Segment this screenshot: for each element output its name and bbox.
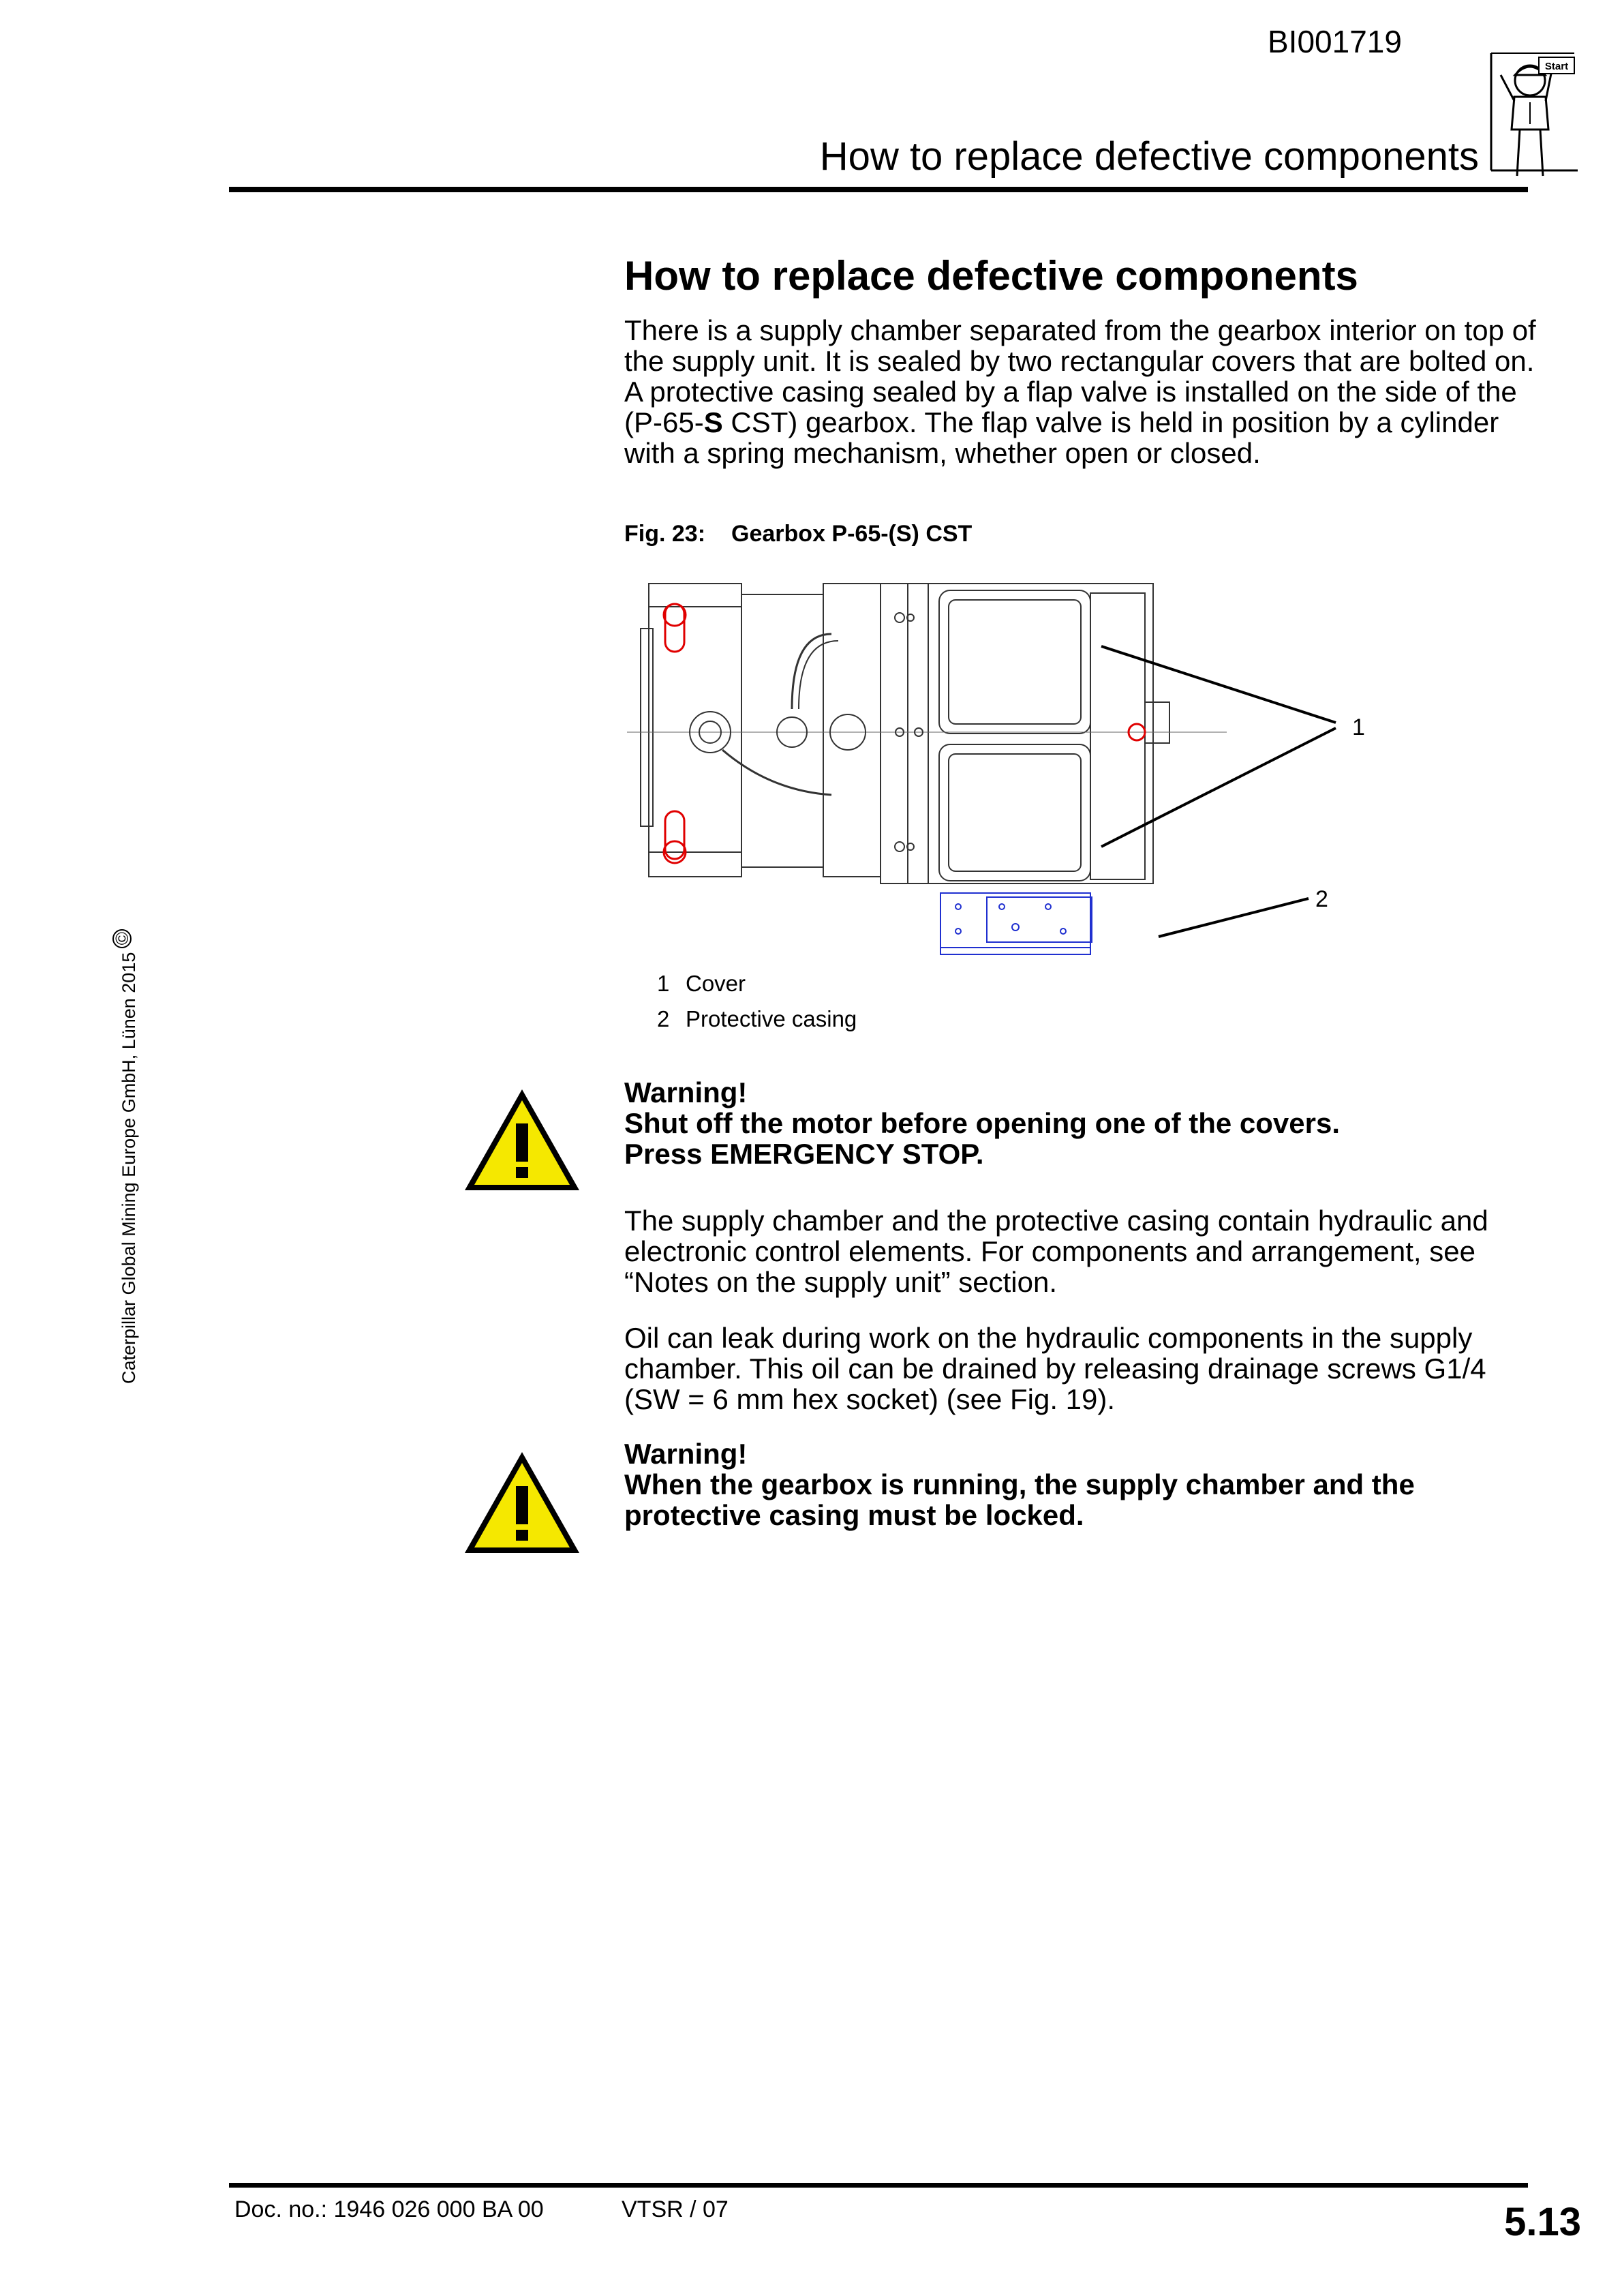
page-number: 5.13 — [1504, 2200, 1581, 2244]
warning-line: Press EMERGENCY STOP. — [624, 1138, 984, 1170]
section-heading: How to replace defective components — [624, 253, 1358, 299]
running-title: How to replace defective components — [819, 134, 1479, 179]
figure-caption — [624, 521, 972, 547]
warning-line: When the gearbox is running, the supply chamber and the protective casing must be locked. — [624, 1468, 1415, 1531]
gearbox-drawing — [613, 566, 1472, 988]
logo-label: Start — [1544, 61, 1569, 72]
warning-triangle-icon — [461, 1085, 583, 1194]
document-id: BI001719 — [1268, 24, 1402, 59]
legend-text: Cover — [686, 971, 746, 996]
legend-item — [657, 971, 746, 997]
supply-chamber-paragraph: The supply chamber and the protective casing contain hydraulic and electronic control elements. For components and arrangement, see “Notes on the supply unit” section. — [624, 1205, 1488, 1298]
callout-1: 1 — [1352, 714, 1365, 740]
warning-title: Warning! — [624, 1438, 748, 1470]
intro-bold-s: S — [703, 406, 723, 438]
warning-block-2 — [624, 1438, 1537, 1530]
footer-rule — [229, 2183, 1528, 2188]
intro-sentence-2-start: A protective casing sealed by a flap valve is installed on the side of the (P-65- — [624, 376, 1517, 438]
figure-label: Fig. 23: — [624, 521, 706, 547]
legend-number: 2 — [657, 1006, 670, 1031]
legend-item — [657, 1006, 857, 1032]
legend-number: 1 — [657, 971, 670, 996]
callout-2: 2 — [1315, 886, 1328, 912]
header-rule — [229, 187, 1528, 192]
intro-sentence-2-end: CST) gearbox. The flap valve is held in position by a cylinder with a spring mechanism, whether open or closed. — [624, 406, 1499, 469]
intro-paragraph — [624, 315, 1537, 468]
warning-block-1 — [624, 1077, 1537, 1169]
warning-line: Shut off the motor before opening one of the covers. — [624, 1107, 1341, 1139]
warning-triangle-icon — [461, 1448, 583, 1557]
figure-title: Gearbox P-65-(S) CST — [731, 521, 973, 547]
legend-text: Protective casing — [686, 1006, 857, 1031]
copyright-text: Caterpillar Global Mining Europe GmbH, Lünen 2015 — [119, 952, 139, 1384]
footer-document-number: Doc. no.: 1946 026 000 BA 00 — [234, 2196, 544, 2222]
intro-sentence-1: There is a supply chamber separated from the gearbox interior on top of the supply unit. It is sealed by two rectangular covers that are bolted on. — [624, 314, 1536, 377]
oil-leak-paragraph: Oil can leak during work on the hydraulic components in the supply chamber. This oil can be drained by releasing drainage screws G1/4 (SW = 6 mm hex socket) (see Fig. 19). — [624, 1322, 1486, 1415]
start-worker-icon — [1486, 48, 1581, 184]
warning-title: Warning! — [624, 1076, 748, 1108]
footer-revision: VTSR / 07 — [622, 2196, 729, 2222]
copyright-notice — [112, 907, 140, 1384]
copyright-symbol: © — [112, 929, 132, 948]
